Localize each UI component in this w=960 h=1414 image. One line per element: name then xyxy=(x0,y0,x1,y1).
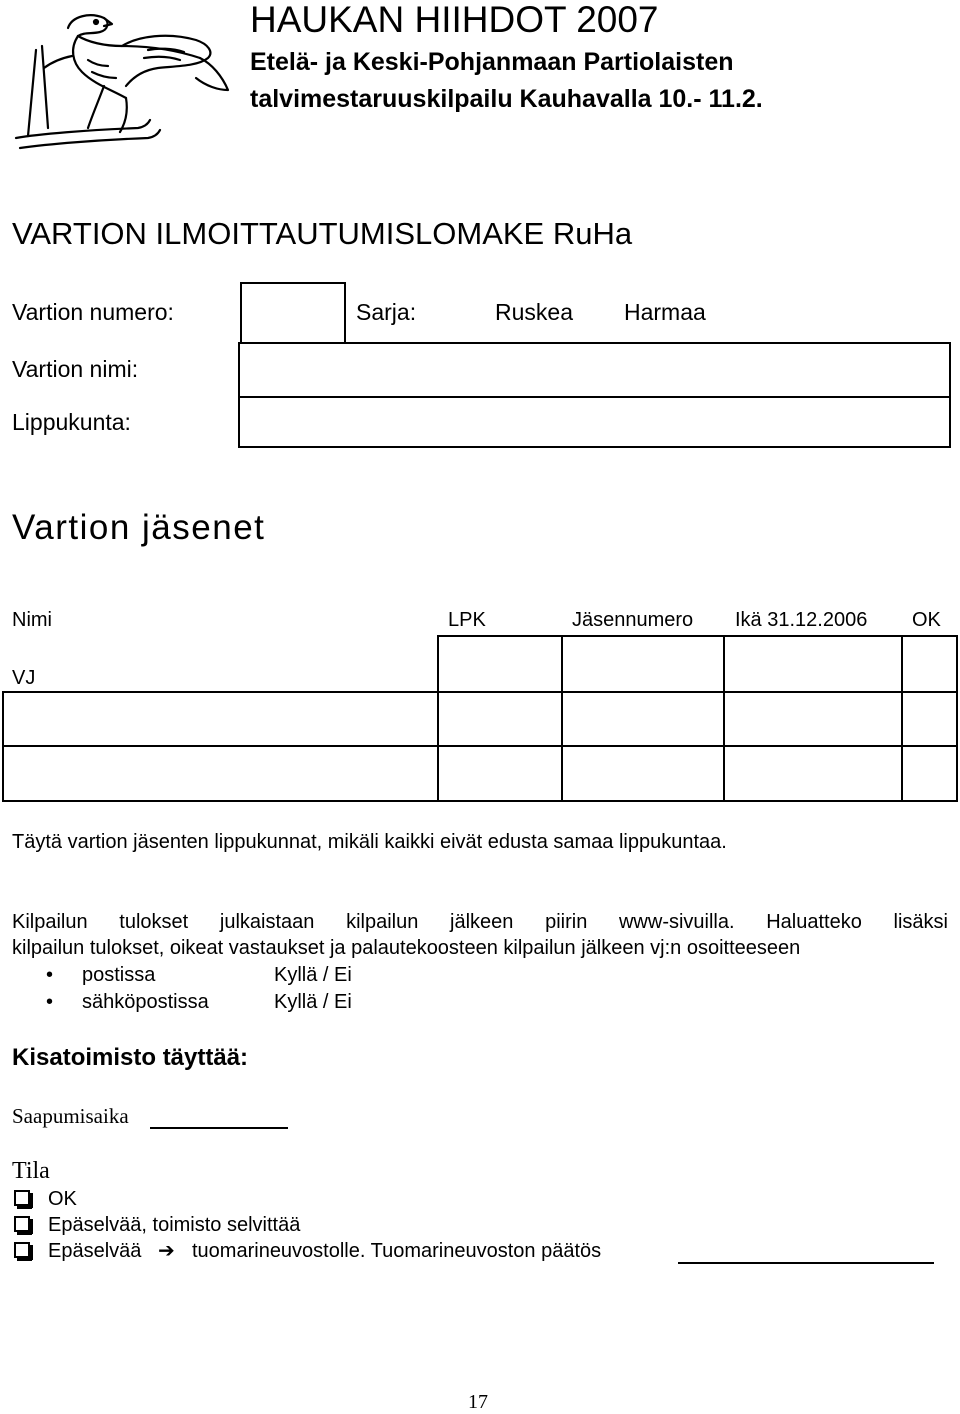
checkbox-icon[interactable] xyxy=(14,1216,30,1232)
jury-referral-text: tuomarineuvostolle. Tuomarineuvoston päätös xyxy=(192,1240,602,1262)
bullet-icon: • xyxy=(46,964,54,986)
page-number: 17 xyxy=(468,1391,488,1413)
patrol-number-field[interactable] xyxy=(240,282,346,344)
status-option-label: OK xyxy=(48,1188,77,1210)
cell-age[interactable] xyxy=(723,635,903,693)
cell-age[interactable] xyxy=(723,691,903,747)
status-option-label: Epäselvää xyxy=(48,1240,142,1262)
office-heading: Kisatoimisto täyttää: xyxy=(12,1044,249,1071)
results-text-line1: Kilpailun tulokset julkaistaan kilpailun jälkeen piirin www-sivuilla. Haluatteko lisäksi xyxy=(12,911,948,933)
scout-group-field[interactable] xyxy=(238,396,951,448)
col-header-member-number: Jäsennumero xyxy=(572,609,694,631)
series-option-ruskea[interactable]: Ruskea xyxy=(495,299,573,325)
col-header-name: Nimi xyxy=(12,609,52,631)
cell-lpk[interactable] xyxy=(437,745,563,802)
cell-member-number[interactable] xyxy=(561,691,725,747)
option-method-email: sähköpostissa xyxy=(82,991,209,1013)
scout-group-label: Lippukunta: xyxy=(12,409,131,435)
option-choice-email[interactable]: Kyllä / Ei xyxy=(274,991,352,1013)
members-note: Täytä vartion jäsenten lippukunnat, mikäli kaikki eivät edusta samaa lippukuntaa. xyxy=(12,831,727,853)
cell-member-number[interactable] xyxy=(561,635,725,693)
status-option-label: Epäselvää, toimisto selvittää xyxy=(48,1214,301,1236)
patrol-name-label: Vartion nimi: xyxy=(12,356,139,382)
series-option-harmaa[interactable]: Harmaa xyxy=(624,299,706,325)
col-header-ok: OK xyxy=(912,609,941,631)
page-subtitle-line1: Etelä- ja Keski-Pohjanmaan Partiolaisten xyxy=(250,48,734,76)
form-title: VARTION ILMOITTAUTUMISLOMAKE RuHa xyxy=(12,216,633,251)
results-text-line2: kilpailun tulokset, oikeat vastaukset ja palautekoosteen kilpailun jälkeen vj:n osoitteeseen xyxy=(12,937,801,959)
cell-ok[interactable] xyxy=(901,745,958,802)
col-header-lpk: LPK xyxy=(448,609,486,631)
bird-skier-logo xyxy=(8,6,238,156)
series-label: Sarja: xyxy=(356,299,417,325)
row-role-vj: VJ xyxy=(12,667,36,689)
cell-lpk[interactable] xyxy=(437,635,563,693)
arrival-time-label: Saapumisaika xyxy=(12,1104,129,1128)
cell-age[interactable] xyxy=(723,745,903,802)
option-method-post: postissa xyxy=(82,964,156,986)
bullet-icon: • xyxy=(46,991,54,1013)
col-header-age: Ikä 31.12.2006 xyxy=(735,609,868,631)
cell-lpk[interactable] xyxy=(437,691,563,747)
status-label: Tila xyxy=(12,1158,50,1184)
members-heading: Vartion jäsenet xyxy=(12,508,266,547)
checkbox-icon[interactable] xyxy=(14,1190,30,1206)
cell-name[interactable] xyxy=(2,745,439,802)
arrival-time-field[interactable] xyxy=(150,1127,288,1129)
cell-member-number[interactable] xyxy=(561,745,725,802)
option-choice-post[interactable]: Kyllä / Ei xyxy=(274,964,352,986)
page-title: HAUKAN HIIHDOT 2007 xyxy=(250,0,659,40)
patrol-number-label: Vartion numero: xyxy=(12,299,174,325)
jury-decision-field[interactable] xyxy=(678,1262,934,1264)
arrow-right-icon: ➔ xyxy=(158,1240,175,1262)
cell-ok[interactable] xyxy=(901,691,958,747)
cell-name[interactable] xyxy=(2,691,439,747)
page-subtitle-line2: talvimestaruuskilpailu Kauhavalla 10.- 11.2. xyxy=(250,85,763,113)
cell-ok[interactable] xyxy=(901,635,958,693)
patrol-name-field[interactable] xyxy=(238,342,951,398)
checkbox-icon[interactable] xyxy=(14,1242,30,1258)
